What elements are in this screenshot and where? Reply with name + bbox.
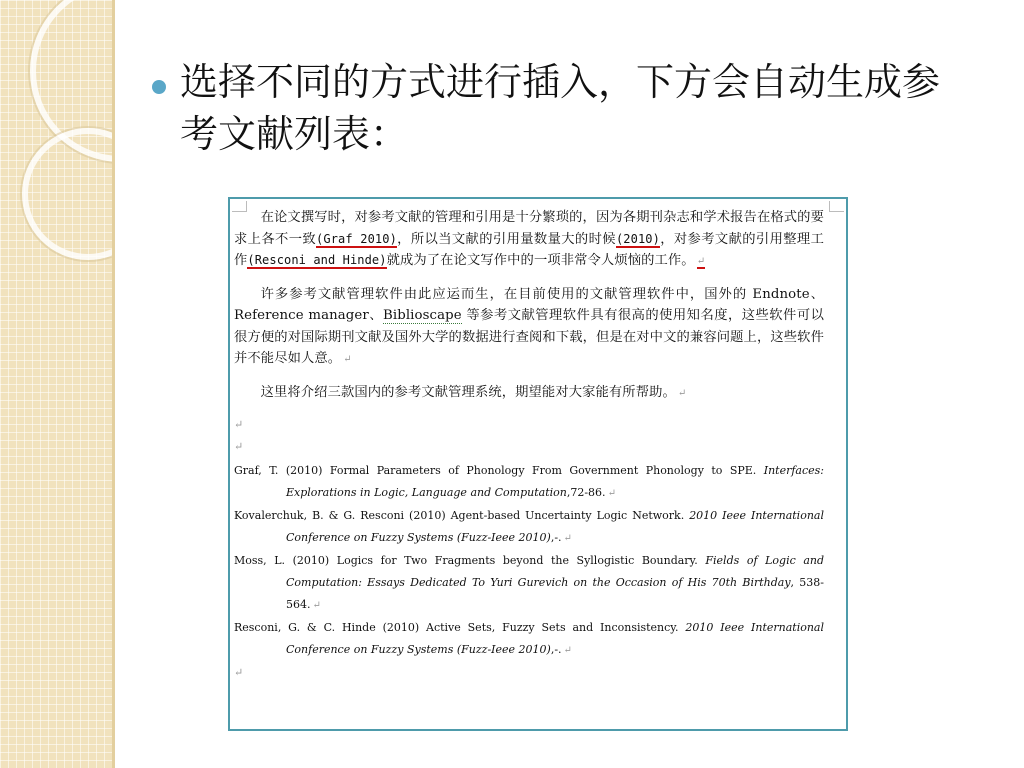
reference-pages: ,-. [550,643,562,656]
paragraph-mark-icon: ↵ [563,533,572,544]
citation-resconi: (Resconi and Hinde) [247,253,387,267]
reference-pages: , 538-564. [286,576,824,611]
corner-crop-mark [829,201,844,212]
paragraph-software [234,284,824,371]
paragraph-text: ，所以当文献的引用量数量大的时候 [396,231,616,247]
reference-pages: ,-. [550,531,562,544]
paragraph-mark-icon: ↵ [563,645,572,656]
paragraph-mark-icon: ↵ [677,387,687,399]
citation-year: (2010) [615,231,660,246]
paragraph-mark-icon: ↵ [696,256,706,267]
paragraph-mark-icon: ↵ [312,600,321,611]
paragraph-text: 许多参考文献管理软件由此应运而生，在目前使用的文献管理软件中，国外的 Endnote、Reference manager、 [234,286,824,323]
paragraph-outro [234,382,824,405]
reference-text: Resconi, G. & C. Hinde (2010) Active Sets, Fuzzy Sets and Inconsistency. [234,621,686,634]
decorative-strip-edge [112,0,115,768]
slide-bullet [152,56,982,160]
corner-crop-mark [232,201,247,212]
document-screenshot [228,197,848,731]
reference-text: Kovalerchuk, B. & G. Resconi (2010) Agent-based Uncertainty Logic Network. [234,509,690,522]
paragraph-text: ，对参考文献的引用整理工作 [234,231,825,268]
reference-text: Graf, T. (2010) Formal Parameters of Phonology From Government Phonology to SPE. [234,464,764,477]
reference-source: Interfaces: Explorations in Logic, Language and Computation [286,464,824,499]
paragraph-mark-icon: ↵ [607,488,616,499]
citation-graf: (Graf 2010) [316,231,397,246]
reference-pages: ,72-86. [566,486,606,499]
paragraph-text: 这里将介绍三款国内的参考文献管理系统，期望能对大家能有所帮助。 [260,384,676,400]
reference-entry [234,617,824,662]
reference-entry [234,460,824,505]
paragraph-text: 等参考文献管理软件具有很高的使用知名度，这些软件可以很方便的对国际期刊文献及国外大学的数据进行查阅和下载，但是在对中文的兼容问题上，这些软件并不能尽如人意。 [234,308,824,366]
spellcheck-word: Biblioscape [382,308,462,323]
slide-bullet-text: 选择不同的方式进行插入，下方会自动生成参考文献列表： [180,60,941,156]
decorative-ring-small [22,128,112,260]
paragraph-mark-icon: ↵ [343,354,352,365]
bullet-dot-icon [152,80,166,94]
paragraph-text: 就成为了在论文写作中的一项非常令人烦恼的工作。 [386,253,695,268]
reference-entry [234,505,824,550]
reference-source: Fields of Logic and Computation: Essays Dedicated To Yuri Gurevich on the Occasion of His 70th Birthday [286,554,824,589]
reference-source: 2010 Ieee International Conference on Fuzzy Systems (Fuzz-Ieee 2010) [286,509,824,544]
reference-source: 2010 Ieee International Conference on Fuzzy Systems (Fuzz-Ieee 2010) [286,621,824,656]
reference-list [234,460,824,662]
empty-paragraph-mark-icon: ↵ [234,440,244,453]
paragraph-text: 在论文撰写时，对参考文献的管理和引用是十分繁琐的，因为各期刊杂志和学术报告在格式的要求上各不一致 [234,210,824,247]
empty-paragraph-mark-icon: ↵ [234,666,244,679]
reference-text: Moss, L. (2010) Logics for Two Fragments beyond the Syllogistic Boundary. [234,554,706,567]
decorative-grid-strip [0,0,112,768]
reference-entry [234,550,824,617]
paragraph-intro [234,207,824,273]
empty-paragraph-mark-icon: ↵ [234,418,244,431]
